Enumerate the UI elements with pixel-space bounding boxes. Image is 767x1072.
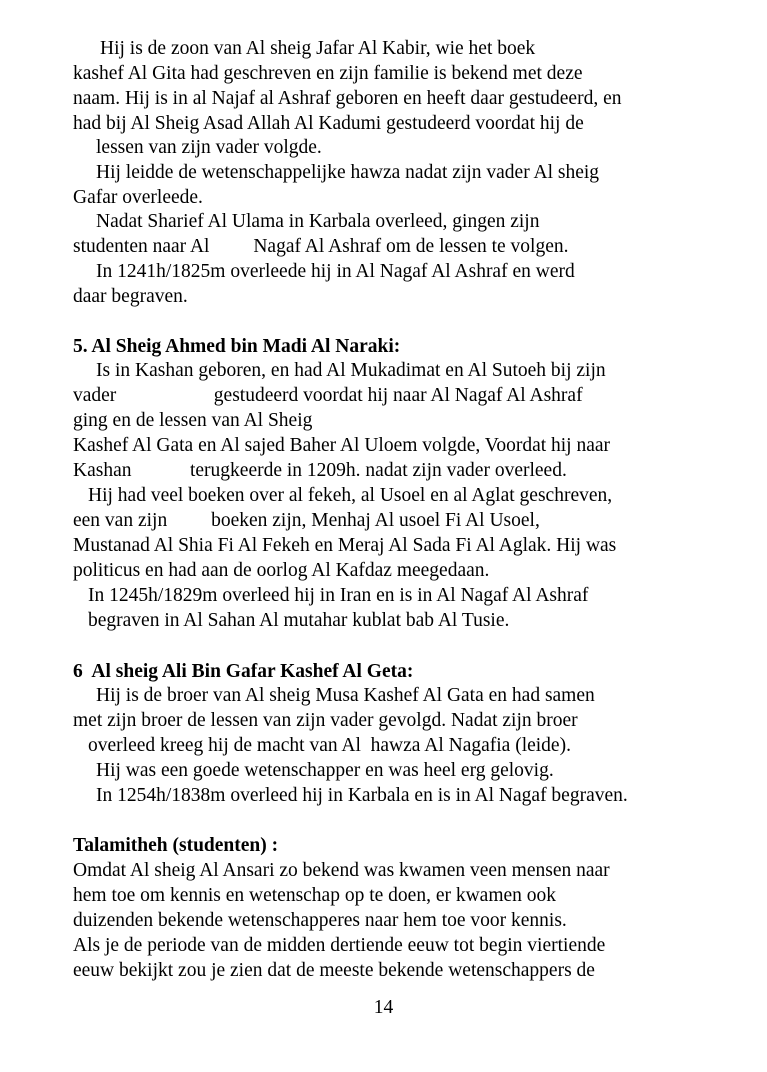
- text-line: In 1245h/1829m overleed hij in Iran en is in Al Nagaf Al Ashraf: [88, 585, 589, 606]
- text-line: Is in Kashan geboren, en had Al Mukadimat en Al Sutoeh bij zijn: [96, 360, 606, 381]
- text-line: Hij was een goede wetenschapper en was heel erg gelovig.: [96, 760, 554, 781]
- text-line: naam. Hij is in al Najaf al Ashraf geboren en heeft daar gestudeerd, en: [73, 88, 622, 109]
- text-line: Kashan terugkeerde in 1209h. nadat zijn vader overleed.: [73, 460, 567, 481]
- text-line: duizenden bekende wetenschapperes naar hem toe voor kennis.: [73, 910, 567, 931]
- text-line: met zijn broer de lessen van zijn vader gevolgd. Nadat zijn broer: [73, 710, 578, 731]
- text-line: Hij is de broer van Al sheig Musa Kashef Al Gata en had samen: [96, 685, 595, 706]
- text-line: In 1254h/1838m overleed hij in Karbala en is in Al Nagaf begraven.: [96, 785, 628, 806]
- text-line: Hij is de zoon van Al sheig Jafar Al Kabir, wie het boek: [100, 38, 536, 59]
- section-heading: 5. Al Sheig Ahmed bin Madi Al Naraki:: [73, 336, 401, 357]
- text-line: daar begraven.: [73, 286, 188, 307]
- text-line: studenten naar Al Nagaf Al Ashraf om de lessen te volgen.: [73, 236, 569, 257]
- text-line: Mustanad Al Shia Fi Al Fekeh en Meraj Al Sada Fi Al Aglak. Hij was: [73, 535, 617, 556]
- text-line: Kashef Al Gata en Al sajed Baher Al Uloem volgde, Voordat hij naar: [73, 435, 611, 456]
- text-line: hem toe om kennis en wetenschap op te doen, er kwamen ook: [73, 885, 557, 906]
- text-line: had bij Al Sheig Asad Allah Al Kadumi gestudeerd voordat hij de: [73, 113, 584, 134]
- text-line: lessen van zijn vader volgde.: [96, 137, 322, 158]
- text-line: eeuw bekijkt zou je zien dat de meeste bekende wetenschappers de: [73, 960, 595, 981]
- section-heading: Talamitheh (studenten) :: [73, 835, 279, 856]
- text-line: ging en de lessen van Al Sheig: [73, 410, 313, 431]
- text-line: politicus en had aan de oorlog Al Kafdaz meegedaan.: [73, 560, 490, 581]
- text-line: Nadat Sharief Al Ulama in Karbala overleed, gingen zijn: [96, 211, 540, 232]
- text-line: Hij had veel boeken over al fekeh, al Usoel en al Aglat geschreven,: [88, 485, 613, 506]
- text-line: Hij leidde de wetenschappelijke hawza nadat zijn vader Al sheig: [96, 162, 600, 183]
- section-heading: 6 Al sheig Ali Bin Gafar Kashef Al Geta:: [73, 661, 414, 682]
- text-line: kashef Al Gita had geschreven en zijn familie is bekend met deze: [73, 63, 583, 84]
- text-line: In 1241h/1825m overleede hij in Al Nagaf Al Ashraf en werd: [96, 261, 575, 282]
- text-line: een van zijn boeken zijn, Menhaj Al usoel Fi Al Usoel,: [73, 510, 540, 531]
- text-line: Als je de periode van de midden dertiende eeuw tot begin viertiende: [73, 935, 606, 956]
- text-line: Omdat Al sheig Al Ansari zo bekend was kwamen veen mensen naar: [73, 860, 610, 881]
- text-line: Gafar overleede.: [73, 187, 203, 208]
- page-number: 14: [373, 997, 394, 1018]
- text-line: vader gestudeerd voordat hij naar Al Nagaf Al Ashraf: [73, 385, 583, 406]
- text-line: begraven in Al Sahan Al mutahar kublat bab Al Tusie.: [88, 610, 510, 631]
- text-line: overleed kreeg hij de macht van Al hawza Al Nagafia (leide).: [88, 735, 571, 756]
